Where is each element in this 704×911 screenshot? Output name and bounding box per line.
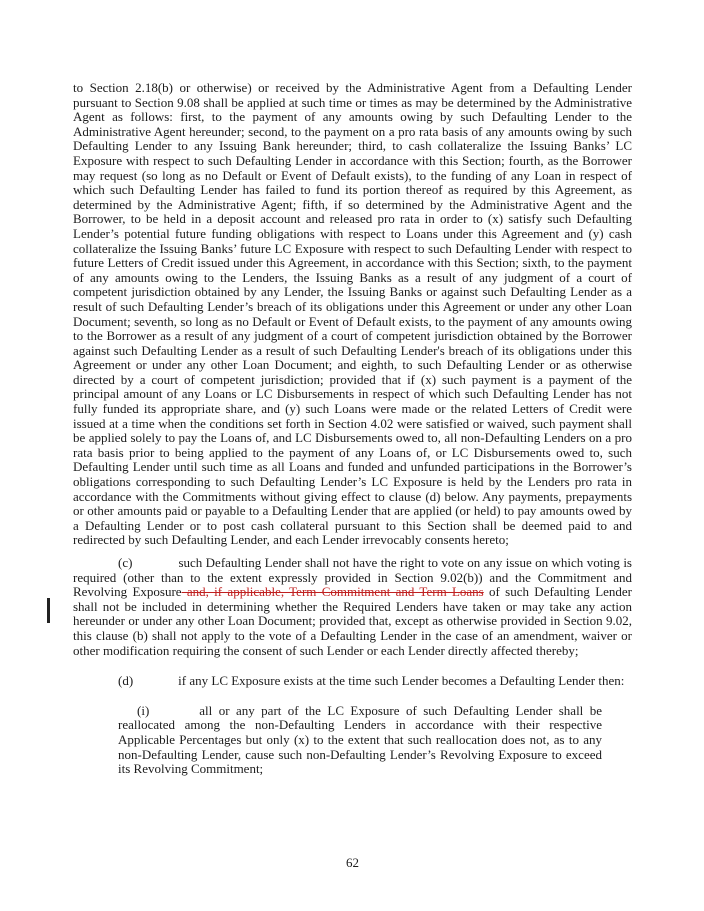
clause-d-label: (d) (118, 673, 134, 689)
margin-change-bar (47, 598, 50, 623)
clause-d-paragraph (73, 674, 632, 689)
page-number: 62 (346, 855, 359, 870)
clause-d-text: if any LC Exposure exists at the time such Lender becomes a Defaulting Lender then: (178, 673, 625, 689)
clause-c-label: (c) (118, 555, 133, 570)
clause-c-text-before-deletion: such Defaulting Lender shall not have the right to vote on any issue on which voting is required (other than to the extent expressly provided in Section 9.02(b)) and the Commitment and Revolving Exposure (73, 555, 632, 600)
redline-deleted-text: and, if applicable, Term Commitment and Term Loans (181, 584, 484, 600)
clause-c-text-after-deletion: of such Defaulting Lender shall not be included in determining whether the Required Lenders have taken or may take any action hereunder or under any other Loan Document; provided that, except as otherwise provided in Section 9.02, this clause (b) shall not apply to the vote of a Defaulting Lender in the case of an amendment, waiver or other modification requiring the consent of such Lender or each Lender directly affected thereby; (73, 584, 633, 658)
document-body (73, 81, 632, 777)
clause-d-i-text: all or any part of the LC Exposure of such Defaulting Lender shall be reallocated among the non-Defaulting Lenders in accordance with their respective Applicable Percentages but only (x) to the extent that such reallocation does not, as to any non-Defaulting Lender, cause such non-Defaulting Lender’s Revolving Exposure to exceed its Revolving Commitment; (118, 702, 602, 777)
clause-c-paragraph (73, 556, 632, 658)
clause-d-i-paragraph (118, 704, 602, 777)
continuation-paragraph: to Section 2.18(b) or otherwise) or received by the Administrative Agent from a Defaulting Lender pursuant to Section 9.08 shall be applied at such time or times as may be determined by the Administrative Agent as follows: first, to the payment of any amounts owing by such Defaulting Lender to the Administrative Agent hereunder; second, to the payment on a pro rata basis of any amounts owing by such Defaulting Lender to any Issuing Bank hereunder; third, to cash collateralize the Issuing Banks’ LC Exposure with respect to such Defaulting Lender in accordance with this Section; fourth, as the Borrower may request (so long as no Default or Event of Default exists), to the funding of any Loan in respect of which such Defaulting Lender has failed to fund its portion thereof as required by this Agreement, as determined by the Administrative Agent; fifth, if so determined by the Administrative Agent and the Borrower, to be held in a deposit account and released pro rata in order to (x) satisfy such Defaulting Lender’s potential future funding obligations with respect to Loans under this Agreement and (y) cash collateralize the Issuing Banks’ future LC Exposure with respect to such Defaulting Lender with respect to future Letters of Credit issued under this Agreement, in accordance with this Section; sixth, to the payment of any amounts owing to the Lenders, the Issuing Banks as a result of any judgment of a court of competent jurisdiction obtained by any Lender, the Issuing Banks or against such Defaulting Lender as a result of such Defaulting Lender’s breach of its obligations under this Agreement or under any other Loan Document; seventh, so long as no Default or Event of Default exists, to the payment of any amounts owing to the Borrower as a result of any judgment of a court of competent jurisdiction obtained by the Borrower against such Defaulting Lender as a result of such Defaulting Lender's breach of its obligations under this Agreement or under any other Loan Document; and eighth, to such Defaulting Lender or as otherwise directed by a court of competent jurisdiction; provided that if (x) such payment is a payment of the principal amount of any Loans or LC Disbursements in respect of which such Defaulting Lender has not fully funded its appropriate share, and (y) such Loans were made or the related Letters of Credit were issued at a time when the conditions set forth in Section 4.02 were satisfied or waived, such payment shall be applied solely to pay the Loans of, and LC Disbursements owed to, all non-Defaulting Lenders on a pro rata basis prior to being applied to the payment of any Loans of, or LC Disbursements owed to, such Defaulting Lender until such time as all Loans and funded and unfunded participations in the Borrower’s obligations corresponding to such Defaulting Lender’s LC Exposure is held by the Lenders pro rata in accordance with the Commitments without giving effect to clause (d) below. Any payments, prepayments or other amounts paid or payable to a Defaulting Lender that are applied (or held) to pay amounts owed by a Defaulting Lender or to post cash collateral pursuant to this Section shall be deemed paid to and redirected by such Defaulting Lender, and each Lender irrevocably consents hereto; (73, 80, 632, 548)
clause-d-i-label: (i) (137, 702, 150, 718)
